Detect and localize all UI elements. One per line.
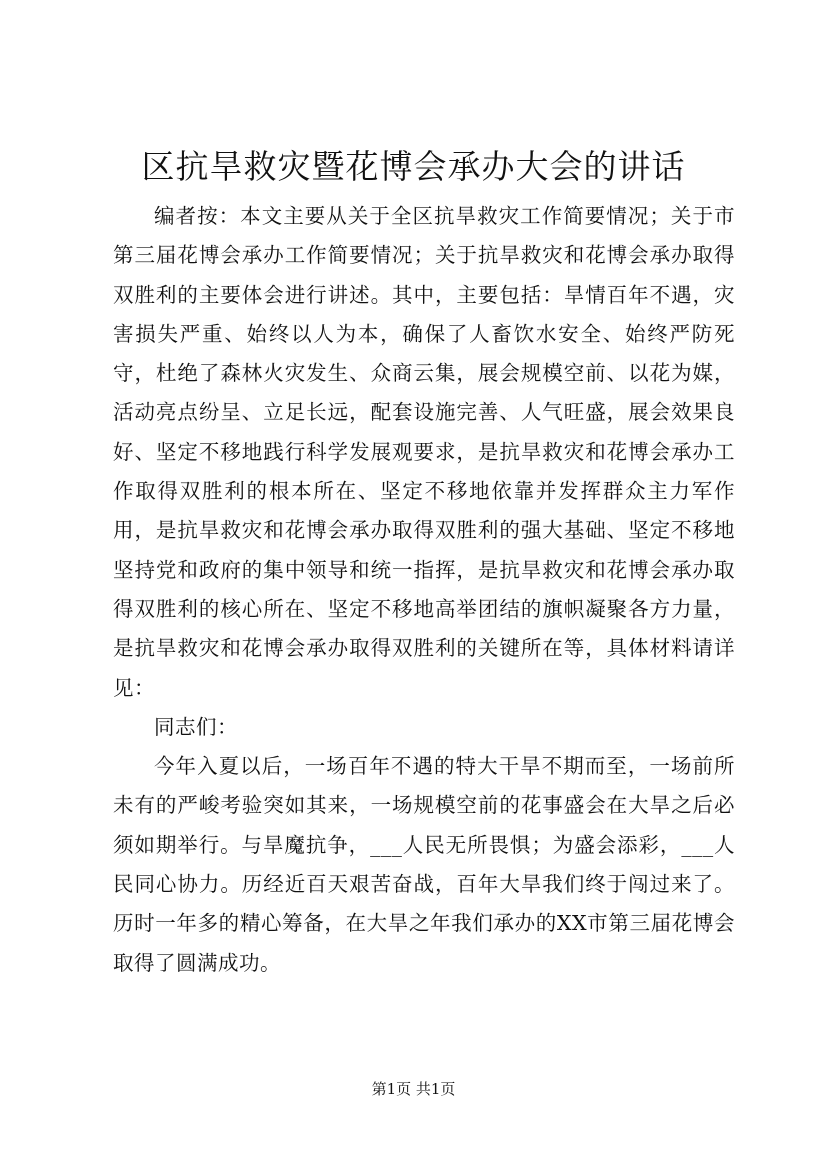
editor-note-paragraph: 编者按：本文主要从关于全区抗旱救灾工作简要情况；关于市第三届花博会承办工作简要情况；关于抗旱救灾和花博会承办取得双胜利的主要体会进行讲述。其中，主要包括：旱情百年不遇，灾害损失严重、始终以人为本，确保了人畜饮水安全、始终严防死守，杜绝了森林火灾发生、众商云集，展会规模空前、以花为媒，活动亮点纷呈、立足长远，配套设施完善、人气旺盛，展会效果良好、坚定不移地践行科学发展观要求，是抗旱救灾和花博会承办工作取得双胜利的根本所在、坚定不移地依靠并发挥群众主力军作用，是抗旱救灾和花博会承办取得双胜利的强大基础、坚定不移地坚持党和政府的集中领导和统一指挥，是抗旱救灾和花博会承办取得双胜利的核心所在、坚定不移地高举团结的旗帜凝聚各方力量，是抗旱救灾和花博会承办取得双胜利的关键所在等，具体材料请详见： [113, 204, 735, 700]
body-paragraph: 今年入夏以后，一场百年不遇的特大干旱不期而至，一场前所未有的严峻考验突如其来，一场规模空前的花事盛会在大旱之后必须如期举行。与旱魔抗争，___人民无所畏惧；为盛会添彩，___人民同心协力。历经近百天艰苦奋战，百年大旱我们终于闯过来了。历时一年多的精心筹备，在大旱之年我们承办的XX市第三届花博会取得了圆满成功。 [113, 754, 735, 975]
page-number-footer: 第1页 共1页 [371, 1080, 456, 1098]
salutation-paragraph: 同志们： [154, 714, 238, 739]
document-title: 区抗旱救灾暨花博会承办大会的讲话 [141, 147, 686, 186]
document-body [113, 197, 735, 983]
